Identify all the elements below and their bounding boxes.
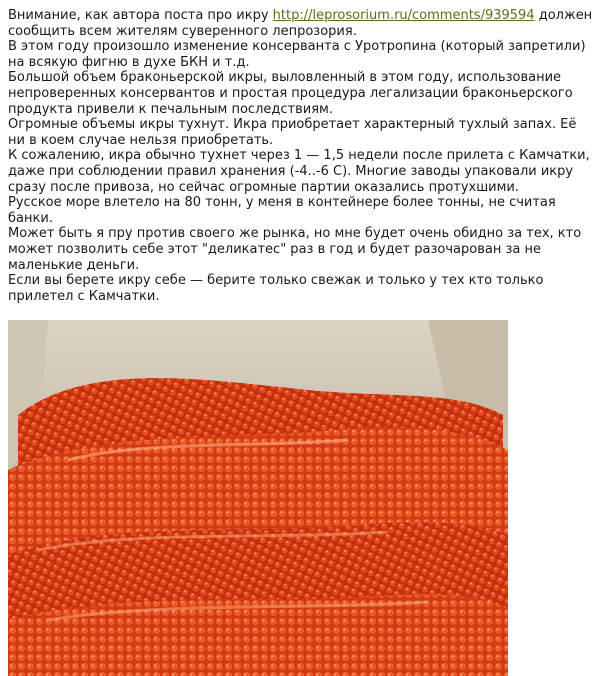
paragraph-spoilage: Огромные объемы икры тухнут. Икра приобретает характерный тухлый запах. Её ни в коем случае нельзя приобретать. [8, 117, 577, 148]
paragraph-losses: Русское море влетело на 80 тонн, у меня в контейнере более тонны, не считая банки. [8, 195, 556, 226]
paragraph-preservative: В этом году произошло изменение консерванта с Уротропина (который запретили) на всякую фигню в духе БКН и т.д. [8, 39, 586, 70]
intro-text-before-link: Внимание, как автора поста про икру [8, 8, 273, 23]
post-text [8, 8, 593, 304]
paragraph-advice: Если вы берете икру себе — берите только свежак и только у тех кто только прилетел с Камчатки. [8, 273, 544, 304]
caviar-illustration [8, 320, 508, 676]
intro-paragraph [8, 8, 593, 39]
caviar-photo [8, 320, 508, 676]
intro-text-after-link: должен сообщить всем жителям суверенного лепрозория. [8, 8, 593, 39]
comments-link[interactable]: http://leprosorium.ru/comments/939594 [272, 8, 535, 23]
paragraph-timing: К сожалению, икра обычно тухнет через 1 — 1,5 недели после прилета с Камчатки, даже при соблюдении правил хранения (-4..-6 С). Многие заводы упаковали икру сразу после привоза, но сейчас огромные партии оказались протухшими. [8, 148, 590, 195]
paragraph-poaching: Большой объем браконьерской икры, выловленный в этом году, использование непроверенных консервантов и простая процедура легализации браконьерского продукта привели к печальным последствиям. [8, 70, 573, 117]
paragraph-market: Может быть я пру против своего же рынка, но мне будет очень обидно за тех, кто может позволить себе этот "деликатес" раз в год и будет разочарован за не маленькие деньги. [8, 226, 582, 273]
